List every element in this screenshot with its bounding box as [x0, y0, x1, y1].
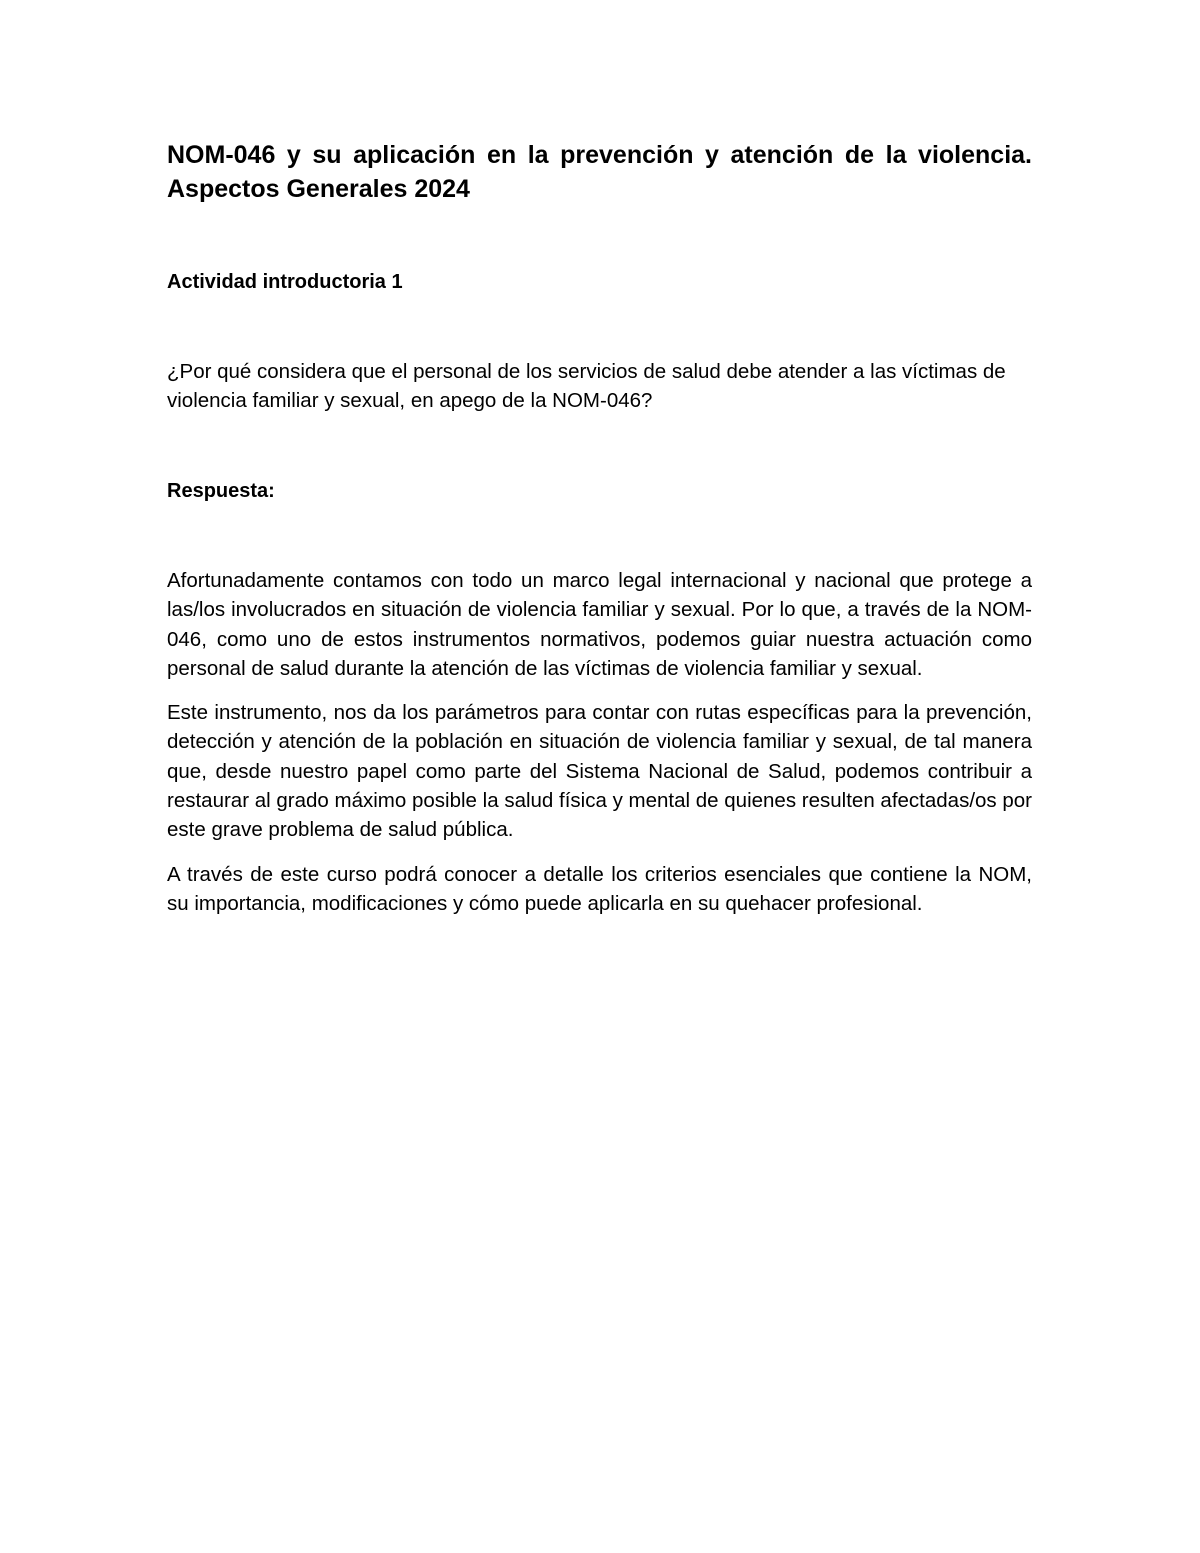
answer-body	[167, 566, 1032, 933]
answer-label: Respuesta:	[167, 480, 275, 502]
document-title: NOM-046 y su aplicación en la prevención y atención de la violencia. Aspectos Generales 2024	[167, 141, 1032, 203]
document-page	[167, 138, 1032, 915]
question-text: ¿Por qué considera que el personal de los servicios de salud debe atender a las víctimas de violencia familiar y sexual, en apego de la NOM-046?	[167, 360, 1006, 412]
answer-paragraph: Este instrumento, nos da los parámetros para contar con rutas específicas para la prevención, detección y atención de la población en situación de violencia familiar y sexual, de tal manera que, desde nuestro papel como parte del Sistema Nacional de Salud, podemos contribuir a restaurar al grado máximo posible la salud física y mental de quienes resulten afectadas/os por este grave problema de salud pública.	[167, 701, 1032, 842]
answer-paragraph: A través de este curso podrá conocer a detalle los criterios esenciales que contiene la NOM, su importancia, modificaciones y cómo puede aplicarla en su quehacer profesional.	[167, 862, 1032, 915]
answer-paragraph: Afortunadamente contamos con todo un marco legal internacional y nacional que protege a las/los involucrados en situación de violencia familiar y sexual. Por lo que, a través de la NOM-046, como uno de estos instrumentos normativos, podemos guiar nuestra actuación como personal de salud durante la atención de las víctimas de violencia familiar y sexual.	[167, 569, 1032, 680]
activity-subtitle: Actividad introductoria 1	[167, 271, 403, 293]
